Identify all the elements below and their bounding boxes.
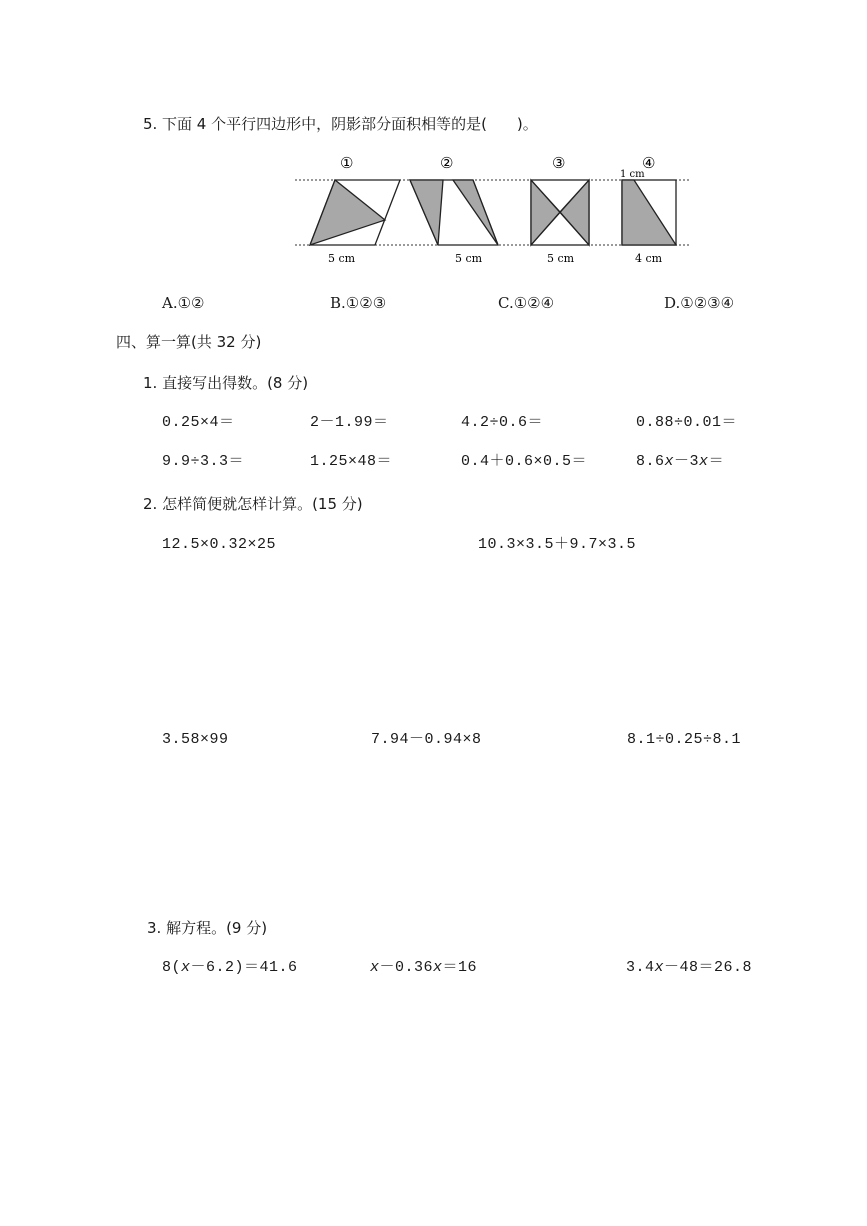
p2-item-2: 10.3×3.5＋9.7×3.5 [478,536,637,553]
parallelogram-3 [531,154,589,265]
figure-1-label: ① [340,154,354,172]
p1-r2-c2: 1.25×48＝ [310,453,393,470]
section-4-title: 四、算一算(共 32 分) [116,333,262,351]
parallelogram-1 [310,154,400,265]
p1-r2-c1: 9.9÷3.3＝ [162,453,245,470]
p3-equation-1: 8(x－6.2)＝41.6 [162,959,298,976]
parallelogram-figure [290,150,700,270]
p1-r1-c2: 2－1.99＝ [310,414,389,431]
p1-title: 1. 直接写出得数。(8 分) [143,374,309,392]
p2-item-4: 7.94－0.94×8 [371,731,482,748]
parallelogram-2 [410,154,498,265]
figure-3-label: ③ [552,154,566,172]
option-d: D.①②③④ [664,294,735,312]
p2-item-3: 3.58×99 [162,731,229,748]
p3-equation-3: 3.4x－48＝26.8 [626,959,753,976]
p1-r1-c1: 0.25×4＝ [162,414,235,431]
q5-number: 5. [143,115,158,133]
option-a: A.①② [162,294,205,312]
p1-r2-c3: 0.4＋0.6×0.5＝ [461,453,588,470]
parallelogram-4 [620,154,676,265]
option-c: C.①②④ [498,294,555,312]
p3-title: 3. 解方程。(9 分) [147,919,268,937]
figure-2-label: ② [440,154,454,172]
figure-3-base: 5 cm [547,252,575,265]
figure-4-top-note: 1 cm [620,169,645,180]
p1-r2-c4: 8.6x－3x＝ [636,453,725,470]
figure-1-base: 5 cm [328,252,356,265]
p1-r1-c4: 0.88÷0.01＝ [636,414,738,431]
figure-4-label: ④ [642,154,656,172]
p2-item-5: 8.1÷0.25÷8.1 [627,731,742,748]
p2-item-1: 12.5×0.32×25 [162,536,277,553]
figure-2-base: 5 cm [455,252,483,265]
q5-text: 下面 4 个平行四边形中，阴影部分面积相等的是( )。 [162,115,538,133]
p1-r1-c3: 4.2÷0.6＝ [461,414,544,431]
figure-4-base: 4 cm [635,252,663,265]
option-b: B.①②③ [330,294,387,312]
p3-equation-2: x－0.36x＝16 [370,959,478,976]
p2-title: 2. 怎样简便就怎样计算。(15 分) [143,495,363,513]
